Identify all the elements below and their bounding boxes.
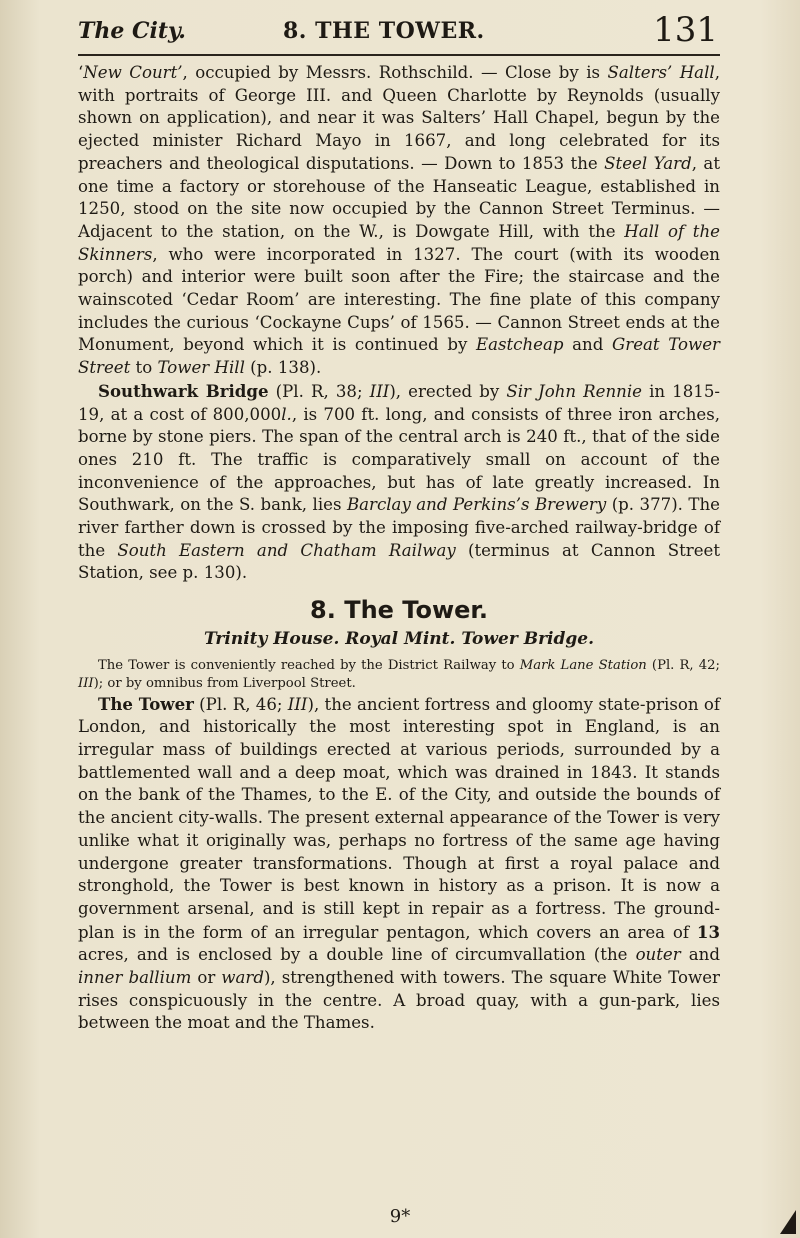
italic-run: Mark Lane Station	[519, 657, 647, 673]
text-run: to	[130, 358, 158, 378]
text-run: , who were incorporated in 1327. The court (with its wooden porch) and interior were built soon after the Fire; the staircase and the wainscoted ‘Cedar Room’ are interesting. The fine plate of this company includes the curious ‘Cockayne Cups’ of 1565. — Cannon Street ends at the Monument, beyond which it is continued by	[78, 244, 720, 355]
page-body	[78, 62, 720, 1035]
italic-run: outer	[635, 945, 681, 965]
text-run: ), erected by	[389, 381, 507, 401]
italic-run: inner ballium	[78, 968, 192, 988]
header-rule	[78, 54, 720, 56]
text-run: ‘	[78, 63, 84, 82]
paragraph-the-tower	[78, 693, 720, 1036]
paragraph-new-court	[78, 62, 720, 380]
bold-run: The Tower	[98, 693, 194, 714]
italic-run: ward	[221, 968, 264, 988]
page-number: 131	[653, 10, 718, 50]
text-run: , at one time a factory or storehouse of the Hanseatic League, established in 1250, stood on the site now occupied by the Cannon Street Terminus. — Adjacent to the station, on the W., is Dowgate Hill, with the	[78, 153, 720, 241]
running-header	[78, 10, 718, 54]
text-run: and	[680, 945, 720, 965]
italic-run: III	[287, 694, 308, 714]
bold-run: Southwark Bridge	[98, 380, 269, 401]
italic-run: Eastcheap	[475, 335, 564, 355]
section-subtitle: Trinity House. Royal Mint. Tower Bridge.	[204, 628, 594, 649]
italic-run: Barclay and Perkins’s Brewery	[346, 495, 607, 515]
text-run: acres, and is enclosed by a double line of circumvallation (the	[78, 945, 636, 965]
italic-run: Hall of the Skinners	[78, 221, 720, 264]
text-run: ), the ancient fortress and gloomy state-prison of London, and historically the most interesting spot in England, is an irregular mass of buildings erected at various periods, surrounded by a battlemented wall and a deep moat, which was drained in 1843. It stands on the bank of the Thames, to the E. of the City, and outside the bounds of the ancient city-walls. The present external appearance of the Tower is very unlike what it originally was, perhaps no fortress of the same age having undergone greater transformations. Though at first a royal palace and stronghold, the Tower is best known in history as a prison. It is now a government arsenal, and is still kept in repair as a fortress. The ground-plan is in the form of an irregular pentagon, which covers an area of	[78, 694, 720, 942]
italic-run: New Court’	[83, 63, 183, 82]
text-run: (Pl. R, 42;	[646, 657, 720, 673]
header-left-title: The City.	[78, 18, 186, 44]
signature-mark: 9*	[389, 1206, 411, 1227]
text-run: The Tower is conveniently reached by the District Railway to	[98, 657, 520, 673]
text-run: , with portraits of George III. and Queen Charlotte by Reynolds (usually shown on application), and near it was Salters’ Hall Chapel, begun by the ejected minister Richard Mayo in 1667, and long celebrated for its preachers and theological disputations. — Down to 1853 the	[78, 63, 720, 173]
italic-run: Salters’ Hall	[607, 63, 715, 82]
text-run: (p. 138).	[244, 358, 322, 378]
text-run: and	[563, 335, 613, 355]
text-run: or	[191, 968, 222, 988]
text-run: in 1815-19, at a cost of 800,000	[78, 381, 721, 424]
italic-run: Tower Hill	[157, 358, 245, 378]
italic-run: Steel Yard	[604, 153, 692, 173]
text-run: (terminus at Cannon Street Station, see p. 130).	[78, 540, 720, 583]
italic-run: South Eastern and Chatham Railway	[117, 540, 456, 560]
italic-run: III	[369, 381, 390, 401]
paragraph-southwark-bridge	[78, 380, 720, 585]
access-note	[78, 657, 720, 693]
italic-run: Great Tower Street	[78, 335, 720, 378]
text-run: (Pl. R, 38;	[268, 381, 370, 401]
text-run: (p. 377). The river farther down is crossed by the imposing five-arched railway-bridge of the	[78, 495, 720, 560]
bold-run: 13	[696, 921, 720, 942]
text-run: ), strengthened with towers. The square White Tower rises conspicuously in the centre. A broad quay, with a gun-park, lies between the moat and the Thames.	[78, 968, 720, 1033]
italic-run: III	[78, 675, 94, 691]
italic-run: Sir John Rennie	[506, 381, 642, 401]
header-chapter-title: 8. THE TOWER.	[283, 18, 485, 44]
italic-run: l.	[281, 404, 292, 424]
text-run: ); or by omnibus from Liverpool Street.	[93, 675, 356, 691]
text-run: , occupied by Messrs. Rothschild. — Close by is	[182, 63, 608, 82]
text-run: , is 700 ft. long, and consists of three iron arches, borne by stone piers. The span of the central arch is 240 ft., that of the side ones 210 ft. The traffic is comparatively small on account of the inconvenience of the approaches, but has of late greatly increased. In Southwark, on the S. bank, lies	[78, 404, 720, 515]
page-corner-mark	[780, 1210, 796, 1234]
text-run: (Pl. R, 46;	[193, 694, 288, 714]
section-title: 8. The Tower.	[310, 596, 488, 625]
